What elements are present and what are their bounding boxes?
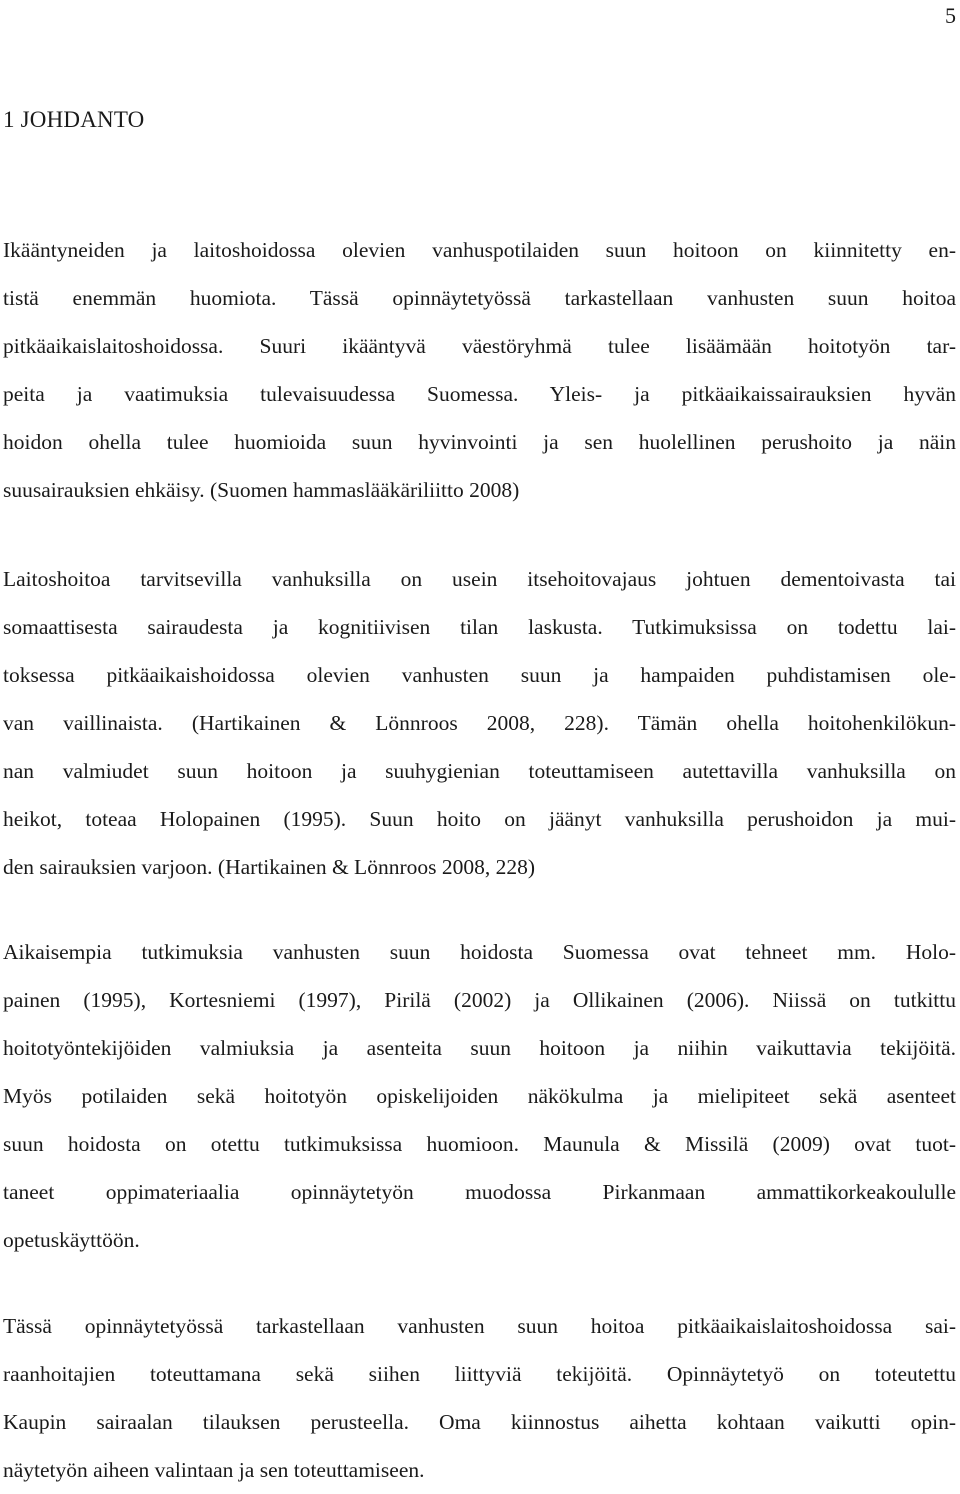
text-line: tistä enemmän huomiota. Tässä opinnäytetyössä tarkastellaan vanhusten suun hoitoa <box>3 286 956 310</box>
text-line: Kaupin sairaalan tilauksen perusteella. Oma kiinnostus aihetta kohtaan vaikutti opin- <box>3 1410 956 1434</box>
text-line: toksessa pitkäaikaishoidossa olevien vanhusten suun ja hampaiden puhdistamisen ole- <box>3 663 956 687</box>
page-number: 5 <box>945 3 956 28</box>
text-line: näytetyön aiheen valintaan ja sen toteuttamiseen. <box>3 1458 425 1482</box>
text-line: Aikaisempia tutkimuksia vanhusten suun hoidosta Suomessa ovat tehneet mm. Holo- <box>3 940 956 964</box>
paragraph-1 <box>3 226 956 514</box>
text-line: pitkäaikaislaitoshoidossa. Suuri ikääntyvä väestöryhmä tulee lisäämään hoitotyön tar- <box>3 334 956 358</box>
text-line: Myös potilaiden sekä hoitotyön opiskelijoiden näkökulma ja mielipiteet sekä asenteet <box>3 1084 956 1108</box>
text-line: raanhoitajien toteuttamana sekä siihen liittyviä tekijöitä. Opinnäytetyö on toteutettu <box>3 1362 956 1386</box>
text-line: suusairauksien ehkäisy. (Suomen hammaslääkäriliitto 2008) <box>3 478 520 502</box>
text-line: peita ja vaatimuksia tulevaisuudessa Suomessa. Yleis- ja pitkäaikaissairauksien hyvän <box>3 382 956 406</box>
text-line: den sairauksien varjoon. (Hartikainen & Lönnroos 2008, 228) <box>3 855 535 879</box>
text-line: Laitoshoitoa tarvitsevilla vanhuksilla on usein itsehoitovajaus johtuen dementoivasta tai <box>3 567 956 591</box>
text-line: heikot, toteaa Holopainen (1995). Suun hoito on jäänyt vanhuksilla perushoidon ja mui- <box>3 807 956 831</box>
text-line: hoitotyöntekijöiden valmiuksia ja asenteita suun hoitoon ja niihin vaikuttavia tekijöitä. <box>3 1036 956 1060</box>
text-line: hoidon ohella tulee huomioida suun hyvinvointi ja sen huolellinen perushoito ja näin <box>3 430 956 454</box>
text-line: van vaillinaista. (Hartikainen & Lönnroos 2008, 228). Tämän ohella hoitohenkilökun- <box>3 711 956 735</box>
text-line: taneet oppimateriaalia opinnäytetyön muodossa Pirkanmaan ammattikorkeakoululle <box>3 1180 956 1204</box>
text-line: somaattisesta sairaudesta ja kognitiivisen tilan laskusta. Tutkimuksissa on todettu lai- <box>3 615 956 639</box>
paragraph-4 <box>3 1302 956 1494</box>
text-line: opetuskäyttöön. <box>3 1228 140 1252</box>
text-line: nan valmiudet suun hoitoon ja suuhygienian toteuttamiseen autettavilla vanhuksilla on <box>3 759 956 783</box>
section-heading: 1 JOHDANTO <box>3 107 145 132</box>
paragraph-3 <box>3 928 956 1264</box>
text-line: Ikääntyneiden ja laitoshoidossa olevien vanhuspotilaiden suun hoitoon on kiinnitetty en- <box>3 238 956 262</box>
text-line: suun hoidosta on otettu tutkimuksissa huomioon. Maunula & Missilä (2009) ovat tuot- <box>3 1132 956 1156</box>
text-line: painen (1995), Kortesniemi (1997), Pirilä (2002) ja Ollikainen (2006). Niissä on tutkittu <box>3 988 956 1012</box>
text-line: Tässä opinnäytetyössä tarkastellaan vanhusten suun hoitoa pitkäaikaislaitoshoidossa sai- <box>3 1314 956 1338</box>
paragraph-2 <box>3 555 956 891</box>
